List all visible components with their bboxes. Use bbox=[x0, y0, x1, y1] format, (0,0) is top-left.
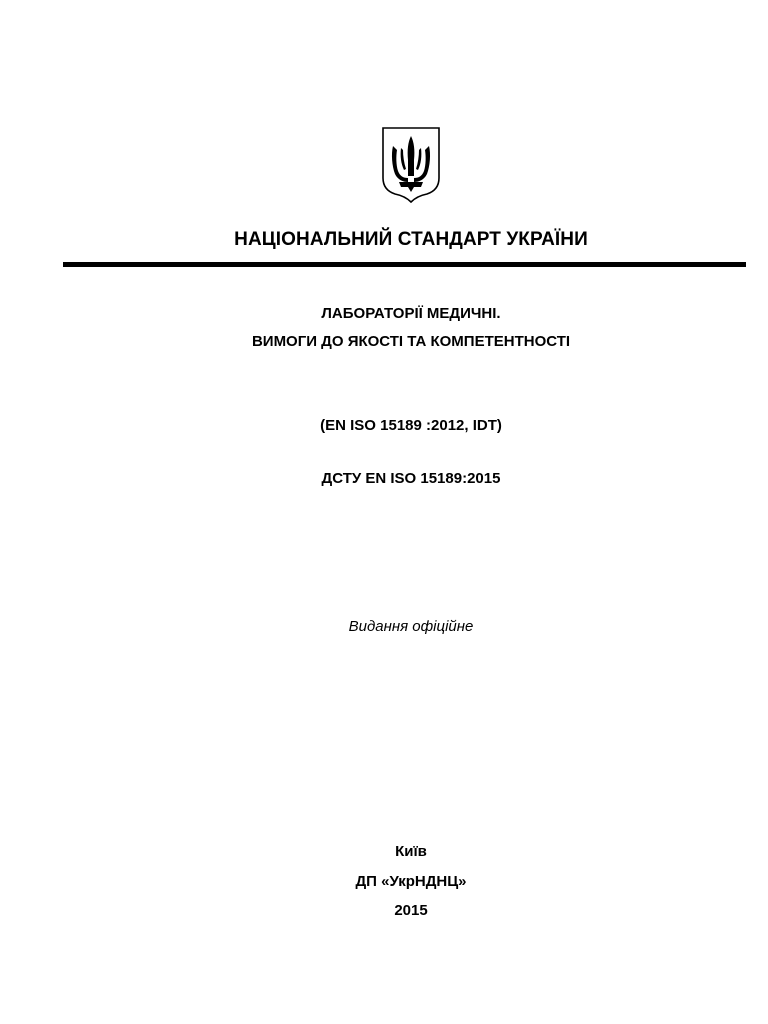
dstu-designation: ДСТУ EN ISO 15189:2015 bbox=[321, 470, 501, 487]
document-title-line-1: ЛАБОРАТОРІЇ МЕДИЧНІ. bbox=[321, 305, 501, 322]
document-title-line-2: ВИМОГИ ДО ЯКОСТІ ТА КОМПЕТЕНТНОСТІ bbox=[251, 333, 571, 350]
imprint-publisher: ДП «УкрНДНЦ» bbox=[355, 873, 467, 890]
imprint-city: Київ bbox=[395, 843, 427, 860]
trident-coat-of-arms-icon bbox=[381, 126, 441, 204]
imprint-year: 2015 bbox=[394, 902, 428, 919]
title-divider-rule bbox=[63, 262, 746, 267]
reference-standard: (EN ISO 15189 :2012, IDT) bbox=[320, 417, 502, 434]
edition-note: Видання офіційне bbox=[348, 618, 474, 635]
national-standard-title: НАЦІОНАЛЬНИЙ СТАНДАРТ УКРАЇНИ bbox=[234, 229, 588, 250]
